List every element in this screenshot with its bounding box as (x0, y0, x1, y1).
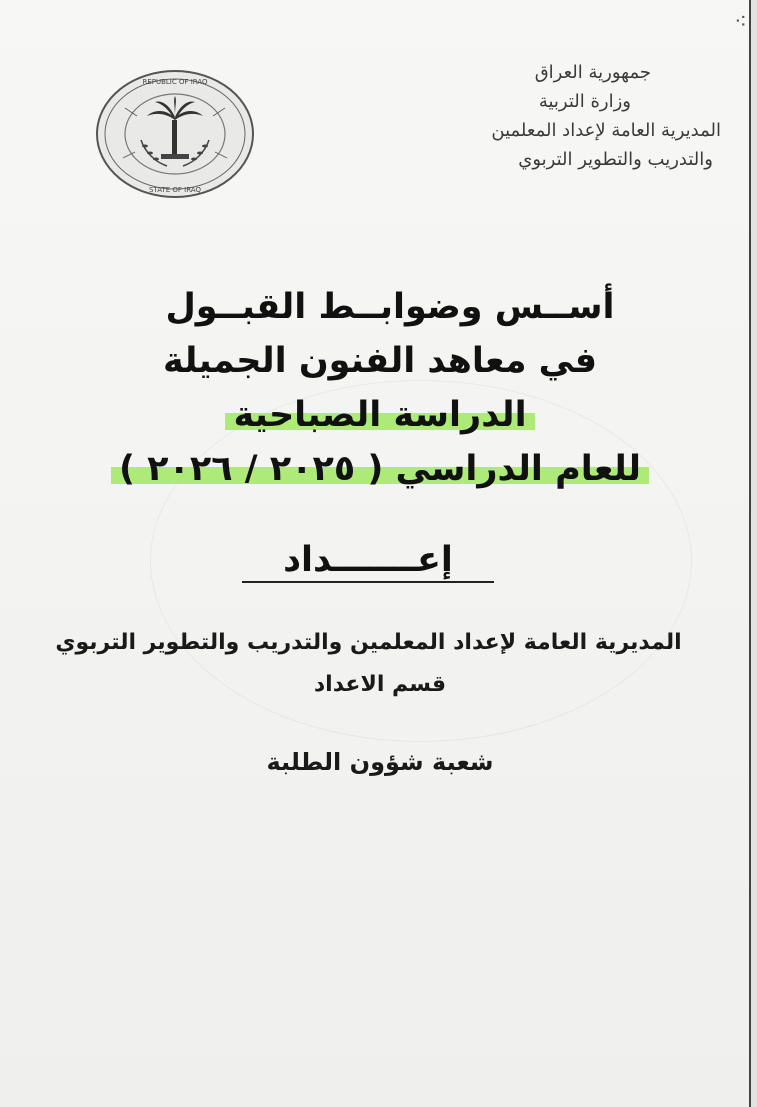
page-edge (749, 0, 757, 1107)
title-line-academic-year: للعام الدراسي ( ٢٠٢٥ / ٢٠٢٦ ) (111, 449, 649, 489)
scan-mark-icon: ⁖ (734, 10, 747, 35)
letterhead-directorate: المديرية العامة لإعداد المعلمين (491, 120, 721, 141)
title-line-institutes: في معاهد الفنون الجميلة (163, 341, 597, 381)
svg-text:STATE OF IRAQ: STATE OF IRAQ (149, 186, 201, 194)
iraq-republic-seal-icon (95, 68, 255, 200)
author-branch: شعبة شؤون الطلبة (266, 748, 494, 776)
letterhead (401, 58, 721, 174)
svg-text:REPUBLIC OF IRAQ: REPUBLIC OF IRAQ (142, 78, 208, 86)
title-line-admission-rules: أســس وضوابــط القبــول (165, 287, 615, 327)
letterhead-country: جمهورية العراق (534, 62, 651, 83)
letterhead-directorate-cont: والتدريب والتطوير التربوي (518, 149, 713, 170)
letterhead-ministry: وزارة التربية (538, 91, 631, 112)
document-title (60, 280, 700, 496)
prepared-by-underline (242, 581, 494, 583)
prepared-by-label: إعـــــــداد (283, 540, 453, 580)
title-line-morning-study: الدراسة الصباحية (225, 395, 534, 435)
prepared-by-heading (238, 535, 498, 585)
author-directorate: المديرية العامة لإعداد المعلمين والتدريب والتطوير التربوي (55, 630, 682, 655)
author-section: قسم الاعداد (313, 672, 447, 697)
